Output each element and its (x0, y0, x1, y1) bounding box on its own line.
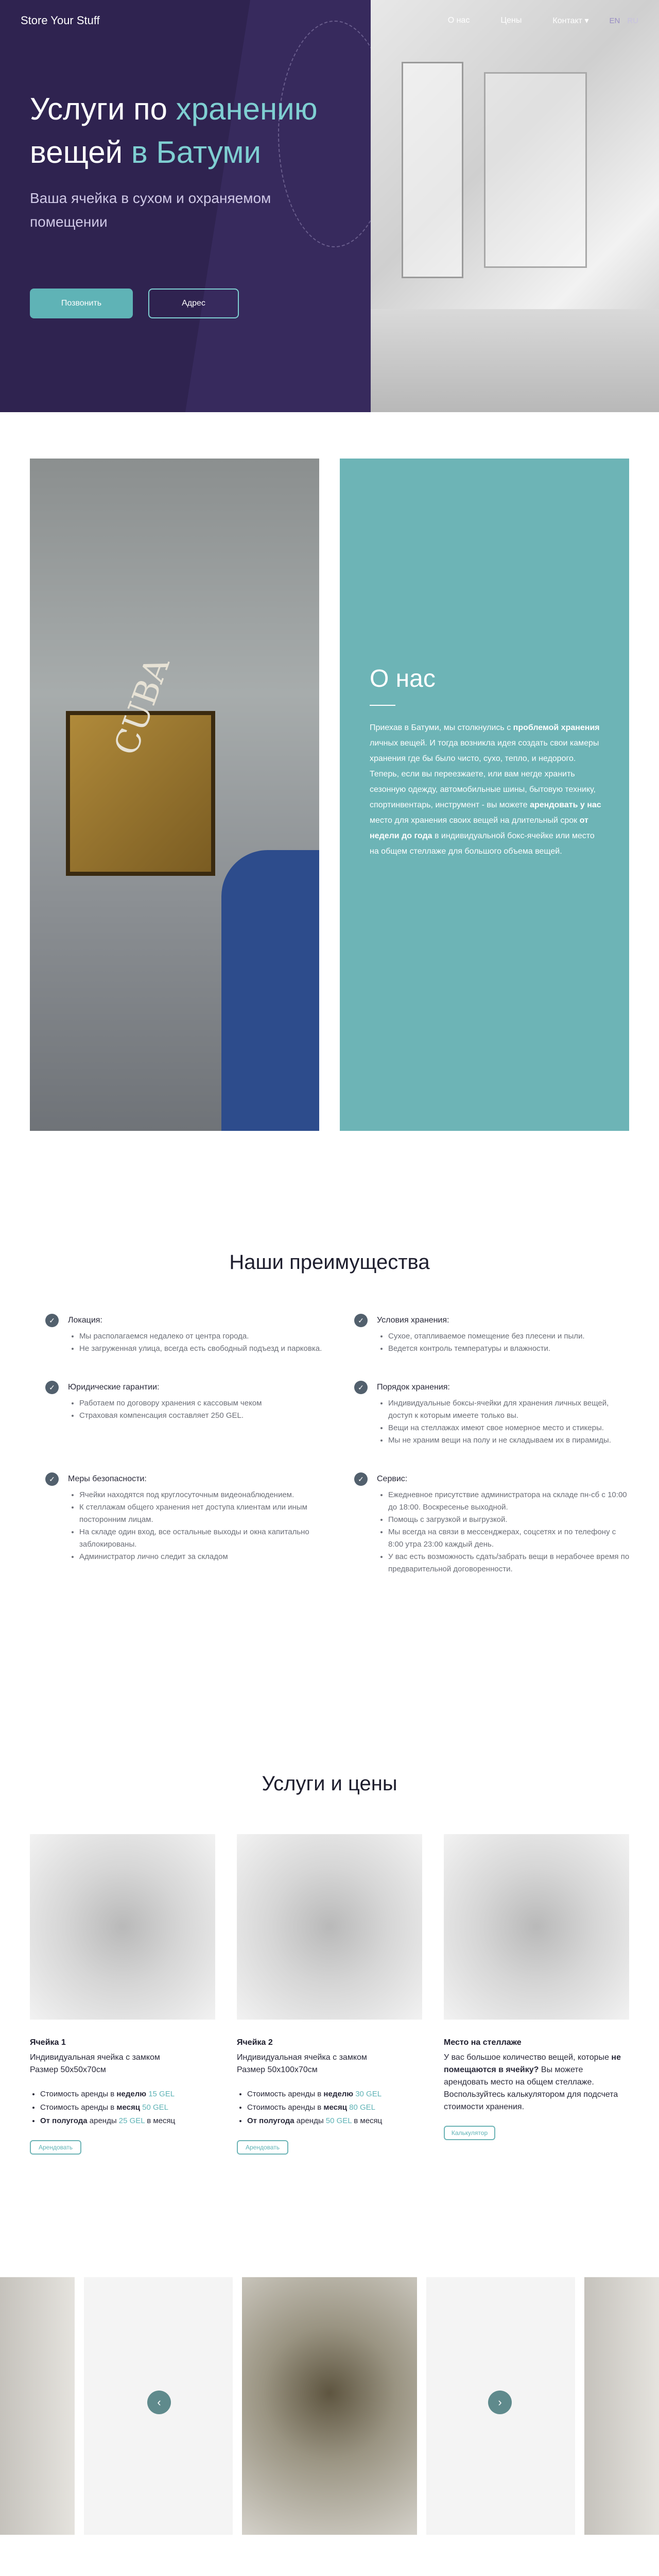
services-grid (30, 1834, 629, 2155)
nav-links (448, 15, 589, 26)
service-desc-bold: не помещаются в ячейку? (444, 2053, 621, 2074)
price-period: месяц (116, 2103, 140, 2112)
price-period: От полугода (247, 2116, 294, 2125)
service-name: Ячейка 1 (30, 2038, 66, 2047)
service-desc-line: Индивидуальная ячейка с замком (30, 2053, 160, 2062)
service-image (237, 1834, 422, 2020)
service-desc-line: У вас большое количество вещей, которые (444, 2053, 612, 2062)
about-text-bold1: проблемой хранения (513, 723, 600, 732)
price-value: 15 GEL (148, 2090, 175, 2098)
hero-title-part1: Услуги по (30, 92, 176, 126)
about-text-3: место для хранения своих вещей на длительный срок (370, 816, 580, 825)
price-pre: Стоимость аренды в (247, 2103, 324, 2112)
hero-subtitle: Ваша ячейка в сухом и охраняемом помещении (30, 190, 271, 230)
advantage-point: • Сухое, отапливаемое помещение без плесени и пыли. (388, 1330, 585, 1343)
gallery-slide (0, 2277, 75, 2535)
advantages-section (0, 1190, 659, 1762)
about-text-4: в индивидуальной бокс-ячейке или место на общем стеллаже для большого объема вещей. (370, 832, 595, 856)
advantage-point: • Ячейки находятся под круглосуточным видеонаблюдением. (79, 1489, 323, 1501)
advantage-point: • Не загруженная улица, всегда есть свободный подъезд и парковка. (79, 1343, 322, 1355)
service-card (237, 1834, 422, 2155)
advantage-point: • Индивидуальные боксы-ячейки для хранения личных вещей, доступ к которым имеете только вы. (388, 1397, 632, 1422)
advantage-point: • Мы всегда на связи в мессенджерах, соцсетях и по телефону с 8:00 утра 23:00 каждый день. (388, 1526, 632, 1551)
about-title: О нас (370, 665, 436, 692)
advantage-title: Условия хранения: (377, 1316, 449, 1325)
advantage-point: • Мы располагаемся недалеко от центра города. (79, 1330, 322, 1343)
advantage-title: Юридические гарантии: (68, 1383, 160, 1392)
advantage-item (354, 1314, 632, 1355)
gallery-slide-active (242, 2277, 417, 2535)
service-card (30, 1834, 215, 2155)
hero-section (0, 0, 659, 412)
price-value: 80 GEL (349, 2103, 376, 2112)
photo-glass-wall (484, 72, 587, 268)
price-mid: аренды (294, 2116, 326, 2125)
advantage-point: • Администратор лично следит за складом (79, 1551, 323, 1563)
service-desc-line: Вы можете арендовать место на общем стеллаже. (444, 2065, 594, 2087)
nav-link-contact[interactable]: Контакт ▾ (552, 16, 589, 25)
hero-title-accent1: хранению (176, 92, 318, 126)
price-pre: Стоимость аренды в (40, 2103, 117, 2112)
call-button[interactable]: Позвонить (30, 289, 133, 318)
service-desc-line: Индивидуальная ячейка с замком (237, 2053, 367, 2062)
advantage-point: • Страховая компенсация составляет 250 GEL. (79, 1410, 262, 1422)
price-period: От полугода (40, 2116, 88, 2125)
price-item (40, 2088, 215, 2101)
advantage-point: • У вас есть возможность сдать/забрать вещи в нерабочее время по предварительной договоренности. (388, 1551, 632, 1575)
price-post: в месяц (352, 2116, 383, 2125)
service-prices (237, 2088, 422, 2128)
service-image (30, 1834, 215, 2020)
gallery-slide (584, 2277, 659, 2535)
check-icon: ✓ (45, 1314, 59, 1327)
service-size: Размер 50х50х70см (30, 2065, 106, 2074)
advantage-point: • Мы не храним вещи на полу и не складываем их в пирамиды. (388, 1434, 632, 1447)
advantage-item (45, 1472, 323, 1575)
chevron-left-icon[interactable]: ‹ (147, 2391, 171, 2414)
advantage-item (45, 1314, 323, 1355)
hero-title-accent2: в Батуми (131, 135, 262, 170)
advantage-point: • Вещи на стеллажах имеют свое номерное место и стикеры. (388, 1422, 632, 1434)
top-navigation (0, 0, 659, 41)
price-item (40, 2101, 215, 2114)
about-photo (30, 459, 319, 1131)
service-prices (30, 2088, 215, 2128)
hero-title-part2: вещей (30, 135, 131, 170)
advantages-grid (45, 1314, 632, 1575)
lang-ru[interactable]: RU (627, 16, 638, 25)
price-pre: Стоимость аренды в (247, 2090, 324, 2098)
advantage-point: • Ведется контроль температуры и влажности. (388, 1343, 585, 1355)
hero-buttons (30, 289, 359, 318)
advantage-point: • Помощь с загрузкой и выгрузкой. (388, 1514, 632, 1526)
hero-photo (371, 0, 659, 412)
photo-glass-door (402, 62, 463, 278)
service-desc-line: Воспользуйтесь калькулятором для подсчета стоимости хранения. (444, 2090, 618, 2111)
lang-en[interactable]: EN (609, 16, 620, 25)
advantage-title: Сервис: (377, 1475, 408, 1483)
price-value: 50 GEL (142, 2103, 169, 2112)
check-icon: ✓ (45, 1472, 59, 1486)
price-value: 25 GEL (118, 2116, 145, 2125)
advantage-point: • На складе один вход, все остальные выходы и окна капитально заблокированы. (79, 1526, 323, 1551)
price-period: неделю (323, 2090, 354, 2098)
rent-button[interactable]: Арендовать (30, 2140, 81, 2155)
service-desc (444, 2052, 629, 2113)
advantage-item (354, 1381, 632, 1447)
advantage-item (354, 1472, 632, 1575)
about-divider (370, 705, 395, 706)
price-period: неделю (116, 2090, 147, 2098)
service-size: Размер 50х100х70см (237, 2065, 318, 2074)
price-period: месяц (323, 2103, 347, 2112)
check-icon: ✓ (45, 1381, 59, 1394)
services-section (0, 1762, 659, 2277)
price-item (247, 2101, 422, 2114)
photo-arm (221, 850, 319, 1131)
price-mid: аренды (87, 2116, 119, 2125)
about-text-2: личных вещей. И тогда возникла идея создать свои камеры хранения где бы было чисто, сухо, тепло, и недорого. Теперь, если вы переезжаете, или вам негде хранить сезонную одежду, автомобильные шины, бытовую технику, спортинвентарь, инструмент - вы можете (370, 739, 599, 809)
language-switcher (609, 16, 638, 25)
gallery-track (0, 2277, 659, 2535)
site-logo[interactable]: Store Your Stuff (21, 14, 100, 27)
about-text (370, 720, 601, 859)
advantage-title: Локация: (68, 1316, 102, 1325)
services-title: Услуги и цены (262, 1772, 397, 1795)
price-post: в месяц (145, 2116, 176, 2125)
about-text-1: Приехав в Батуми, мы столкнулись с (370, 723, 513, 732)
hero-content (30, 88, 359, 318)
price-pre: Стоимость аренды в (40, 2090, 117, 2098)
advantage-point: • Ежедневное присутствие администратора на складе пн-сб с 10:00 до 18:00. Воскресенье выходной. (388, 1489, 632, 1514)
service-image (444, 1834, 629, 2020)
calculator-button[interactable]: Калькулятор (444, 2126, 495, 2140)
nav-link-about[interactable]: О нас (447, 16, 470, 25)
service-desc (30, 2052, 215, 2076)
hero-title (30, 88, 359, 174)
check-icon: ✓ (354, 1381, 368, 1394)
photo-floor (371, 309, 659, 412)
advantage-title: Меры безопасности: (68, 1475, 147, 1483)
about-section (0, 412, 659, 1190)
about-text-bold3: от недели до года (370, 816, 588, 840)
price-value: 50 GEL (325, 2116, 352, 2125)
photo-crate-text: CUBA (107, 652, 178, 760)
price-item (40, 2114, 215, 2128)
about-card (340, 459, 629, 1131)
advantage-title: Порядок хранения: (377, 1383, 450, 1392)
advantage-point: • Работаем по договору хранения с кассовым чеком (79, 1397, 262, 1410)
gallery-section (0, 2277, 659, 2576)
check-icon: ✓ (354, 1314, 368, 1327)
address-button[interactable]: Адрес (148, 289, 239, 318)
service-card (444, 1834, 629, 2155)
advantage-item (45, 1381, 323, 1447)
rent-button[interactable]: Арендовать (237, 2140, 288, 2155)
price-item (247, 2088, 422, 2101)
service-name: Ячейка 2 (237, 2038, 273, 2047)
chevron-right-icon[interactable]: › (488, 2391, 512, 2414)
service-name: Место на стеллаже (444, 2038, 522, 2047)
service-desc (237, 2052, 422, 2076)
check-icon: ✓ (354, 1472, 368, 1486)
price-item (247, 2114, 422, 2128)
nav-link-prices[interactable]: Цены (500, 16, 522, 25)
about-text-bold2: арендовать у нас (530, 801, 601, 809)
advantage-point: • К стеллажам общего хранения нет доступа клиентам или иным посторонним лицам. (79, 1501, 323, 1526)
advantages-title: Наши преимущества (229, 1251, 430, 1274)
price-value: 30 GEL (355, 2090, 382, 2098)
